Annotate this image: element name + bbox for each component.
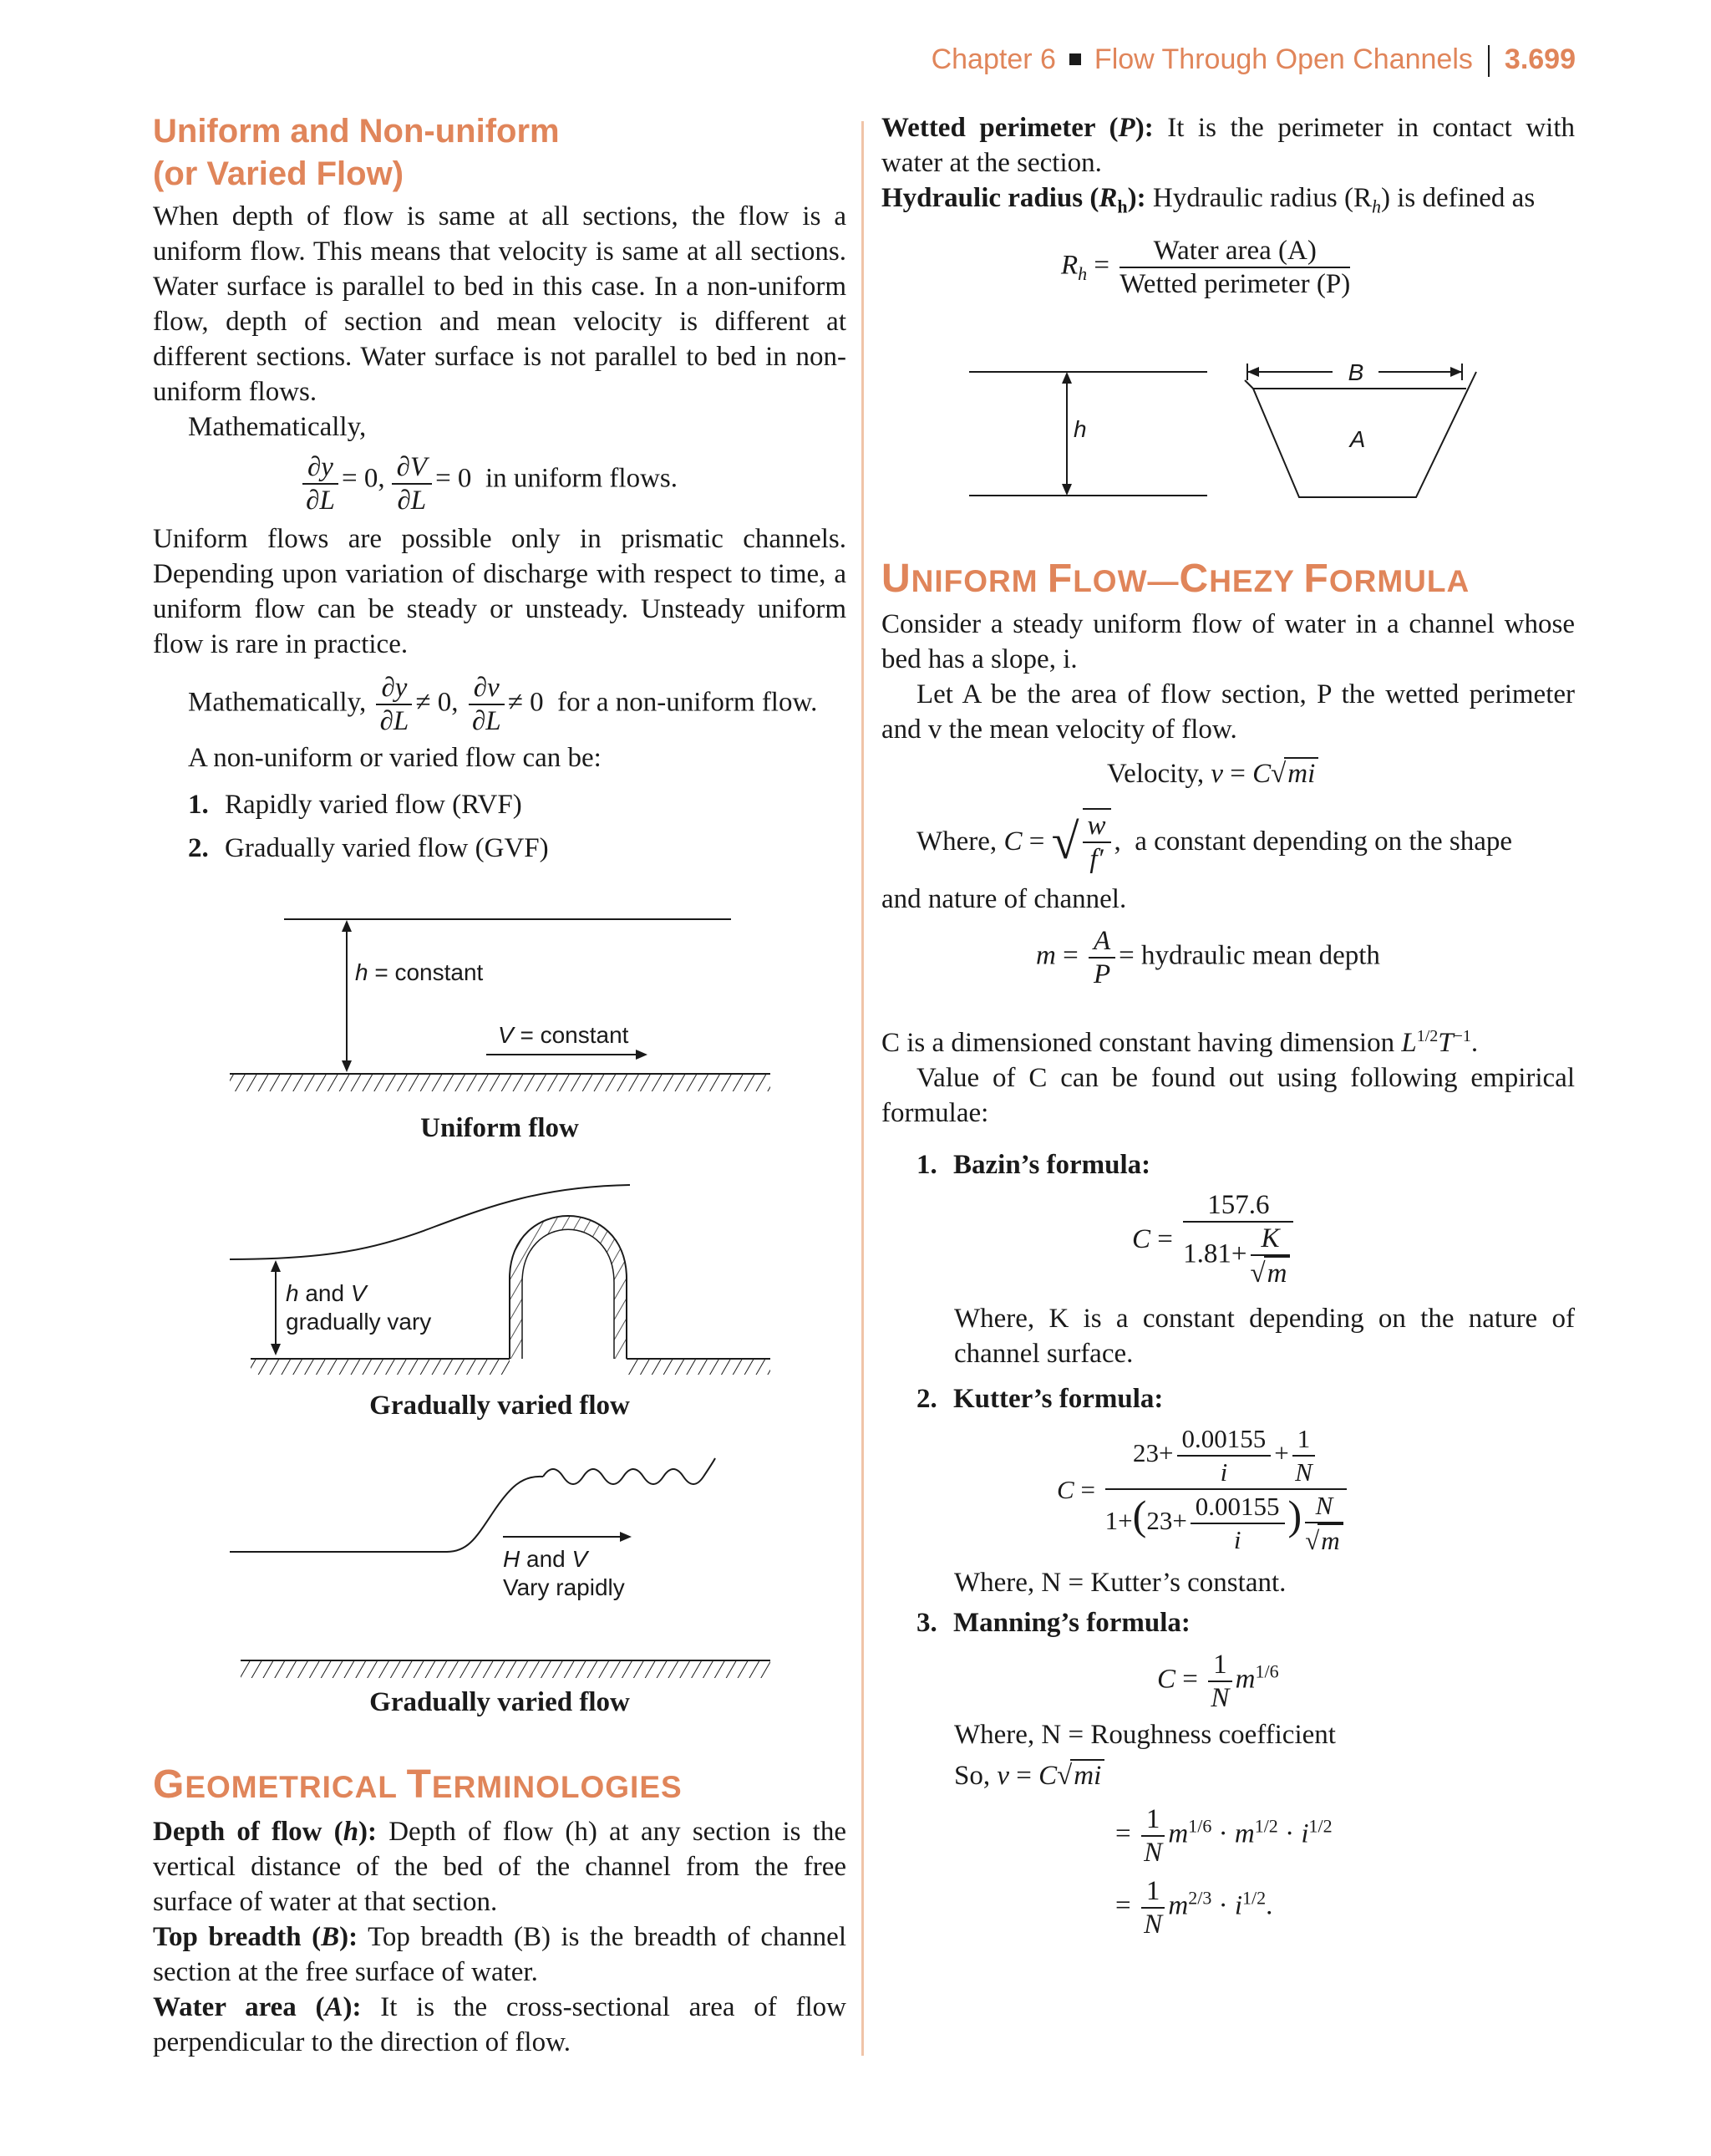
heading-line-2: (or Varied Flow) [153,155,404,192]
chapter-label: Chapter 6 [931,43,1056,75]
equation-velocity: Velocity, v = C√mi [1107,757,1575,790]
equation-manning-velocity: So, v = C√mi [954,1759,1575,1792]
column-divider [861,121,864,2056]
list-number: 2. [188,833,209,863]
chapter-title: Flow Through Open Channels [1094,43,1473,75]
fig4-a-label: A [1349,426,1366,452]
equation-bazin: C = 157.6 1.81+ $\frac{K}{√m}$ [1132,1189,1575,1289]
bazin-where: Where, K is a constant depending on the nature of channel surface. [954,1304,1575,1369]
fig2-label-1: h and V [286,1280,367,1306]
definition-depth-of-flow: Depth of flow (h): Depth of flow (h) at any section is the vertical distance of the bed of the channel from the free surface of water at that section. [153,1817,846,1917]
list-number: 1. [188,790,209,820]
list-text: Gradually varied flow (GVF) [225,833,549,863]
equation-nonuniform-lead: Mathematically, [188,687,367,718]
fig1-v-label: V = constant [498,1022,629,1048]
figure-channel-section [965,347,1500,514]
paragraph-prismatic: Uniform flows are possible only in prismatic channels. Depending upon variation of discharge with respect to time, a uniform flow can be steady or unsteady. Unsteady uniform flow is rare in practice. [153,524,846,659]
paragraph-c-dimension: C is a dimensioned constant having dimension $L^{1/2}T^{-1}$. [881,1027,1479,1058]
formula-manning-title: 3. Manning’s formula: [916,1608,1191,1638]
formula-bazin-title: 1. Bazin’s formula: [916,1150,1151,1180]
fig1-h-label: h = constant [355,959,484,985]
equation-hydraulic-mean-depth: m = $\frac{A}{P}$ = hydraulic mean depth [1036,926,1380,989]
section-heading-uniform [153,110,846,196]
equation-uniform-tail: in uniform flows. [485,463,678,494]
paragraph-uniform-definition: When depth of flow is same at all sections, the flow is a uniform flow. This means that velocity is same at all sections. Water surface is parallel to bed in this case. In a non-uniform flow, depth of section and mean velocity is different at different sections. Water surface is not parallel to bed in non-uniform flows. [153,201,846,407]
section-chezy [881,556,1575,1940]
rh-denominator: Wetted perimeter (P) [1120,268,1351,299]
figure-gradually-varied-flow [226,1170,777,1429]
equation-uniform: $\frac{\partial y}{\partial L}$ = 0, $\frac{\partial V}{\partial L}$ = 0 in uniform flows. [153,451,846,516]
where-c-lead: Where, [916,826,998,857]
paragraph-value-of-c: Value of C can be found out using following empirical formulae: [881,1063,1575,1128]
velocity-lead: Velocity, [1107,759,1205,789]
heading-line-1: Uniform and Non-uniform [153,113,560,150]
fig4-h-label: h [1074,416,1087,442]
equation-manning: C = $\frac{1}{N}$ $m^{1/6}$ [1157,1650,1279,1713]
definition-water-area: Water area (A): It is the cross-sectional area of flow perpendicular to the direction of flow. [153,1992,846,2057]
definition-wetted-perimeter: Wetted perimeter (P): It is the perimeter in contact with water at the section. [881,113,1576,178]
section-heading-geometrical: GEOMETRICAL TERMINOLOGIES [153,1762,683,1807]
definition-hydraulic-radius: Hydraulic radius $(R_h)$: Hydraulic radius $(R_h)$ is defined as [881,183,1536,217]
equation-c-definition: Where, C = √ $\frac{w}{f'}$ , a constant depending on the shape [916,808,1575,875]
square-bullet-icon [1069,53,1081,65]
m-tail: = hydraulic mean depth [1119,940,1380,971]
where-c-tail: a constant depending on the shape [1135,826,1513,857]
running-header [932,43,1576,77]
manning-where: Where, N = Roughness coefficient [954,1720,1336,1750]
fig1-caption: Uniform flow [420,1113,579,1143]
section-heading-chezy: UNIFORM FLOW—CHEZY FORMULA [881,557,1470,601]
paragraph-chezy-intro: Consider a steady uniform flow of water in a channel whose bed has a slope, i. [881,609,1575,674]
fig3-label-2: Vary rapidly [503,1574,625,1600]
page-number: 3.699 [1504,43,1576,75]
header-divider [1488,45,1490,77]
paragraph-channel-nature: and nature of channel. [881,884,1127,914]
equation-manning-step-1: = $\frac{1}{N}$ $m^{1/6} \cdot m^{1/2} \cdot i^{1/2}$ [1115,1804,1333,1868]
section-geometrical [153,1762,846,2060]
bazin-numerator: 157.6 [1183,1189,1293,1223]
fig2-caption: Gradually varied flow [369,1391,630,1421]
figure-uniform-flow [226,907,777,1149]
paragraph-varied-types: A non-uniform or varied flow can be: [188,743,602,773]
list-text: Rapidly varied flow (RVF) [225,790,522,820]
list-item [188,831,846,866]
figure-rapidly-varied-flow [226,1442,777,1726]
equation-manning-step-2: = $\frac{1}{N}$ $m^{2/3} \cdot i^{1/2}$. [1115,1876,1273,1940]
right-column [881,110,1575,300]
fig2-label-2: gradually vary [286,1309,432,1335]
equation-nonuniform-tail: for a non-uniform flow. [557,687,818,718]
left-column [153,110,846,866]
fig3-caption: Gradually varied flow [369,1687,630,1717]
paragraph-chezy-let: Let A be the area of flow section, P the wetted perimeter and v the mean velocity of flow. [881,679,1575,745]
fig3-label-1: H and V [503,1546,588,1572]
fig4-b-label: B [1348,359,1364,385]
rh-numerator: Water area (A) [1120,235,1350,268]
kutter-where: Where, N = Kutter’s constant. [954,1568,1287,1598]
equation-hydraulic-radius: $R_h$ = $\frac{\text{Water area (A)}}{\text{Wetted perimeter (P)}}$ [1061,235,1351,299]
paragraph-mathematically: Mathematically, [188,412,367,442]
list-item [188,787,846,822]
equation-kutter: C = 23+ $\frac{0.00155}{i}$ + $\frac{1}{N}$ 1+(23+ $\frac{0.00155}{i}$ ) $\frac{N}{√m}$ [1057,1423,1575,1557]
equation-nonuniform: Mathematically, $\frac{\partial y}{\partial L}$ ≠ 0, $\frac{\partial v}{\partial L}$ ≠ 0 for a non-uniform flow. [188,673,818,736]
bazin-constant: 1.81+ [1183,1238,1247,1269]
definition-top-breadth: Top breadth (B): Top breadth (B) is the breadth of channel section at the free surface of water. [153,1922,846,1987]
formula-kutter-title: 2. Kutter’s formula: [916,1384,1164,1414]
